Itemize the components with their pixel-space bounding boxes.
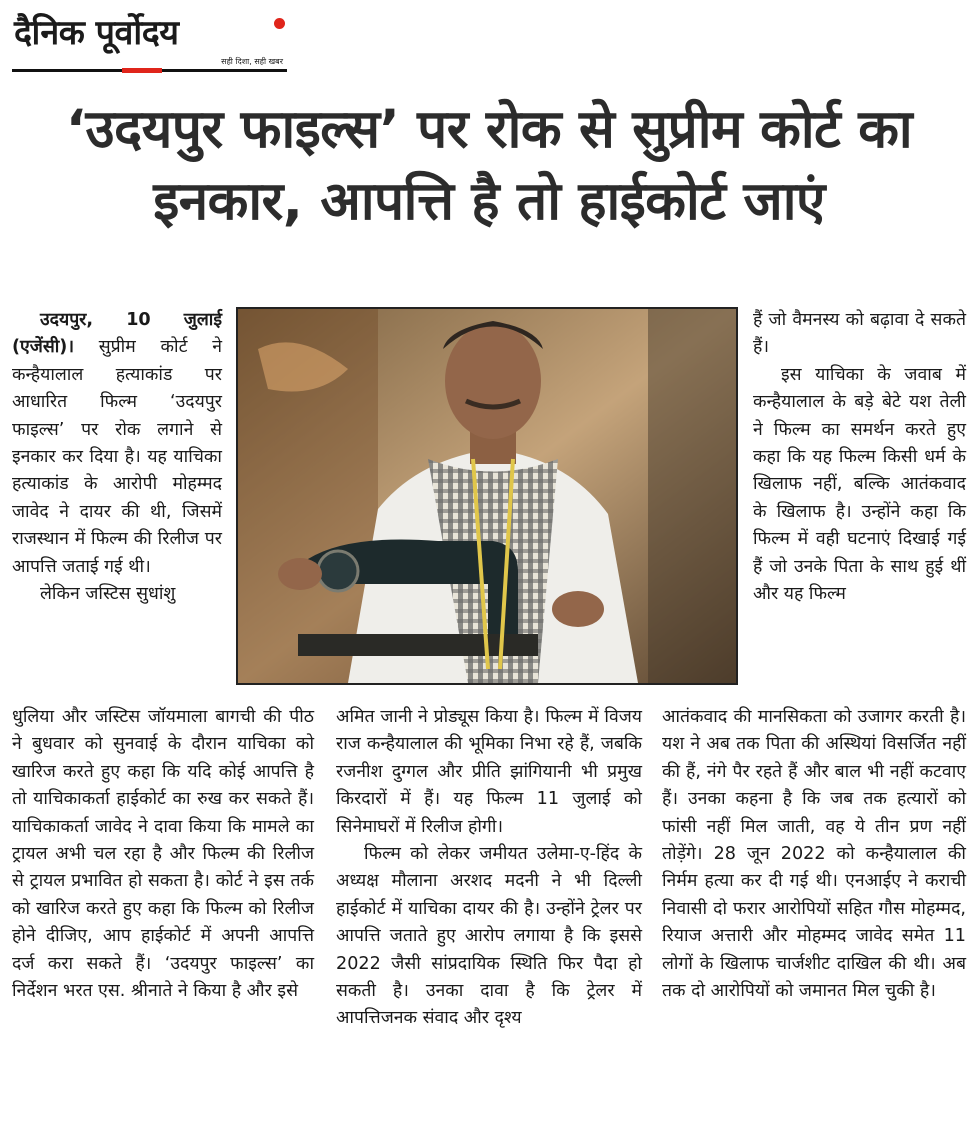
- tagline: सही दिशा, सही खबर: [221, 57, 283, 66]
- newspaper-name: दैनिक पूर्वोदय: [14, 13, 179, 53]
- tailor-sewing-image: [238, 309, 736, 683]
- paragraph: अमित जानी ने प्रोड्यूस किया है। फिल्म में विजय राज कन्हैयालाल की भूमिका निभा रहे हैं, जबकि रजनीश दुग्गल और प्रीति झांगियानी भी प्रमुख किरदारों में हैं। यह फिल्म 11 जुलाई को सिनेमाघरों में रिलीज होगी।: [336, 707, 642, 837]
- headline: ‘उदयपुर फाइल्स’ पर रोक से सुप्रीम कोर्ट का इनकार, आपत्ति है तो हाईकोर्ट जाएं: [65, 99, 913, 232]
- article-photo: [236, 307, 738, 685]
- article-column-2: [336, 704, 642, 1033]
- article-column-3-top: [753, 307, 966, 608]
- article-column-1-top: [12, 307, 222, 608]
- article-column-1-bottom: [12, 704, 314, 1005]
- masthead-accent-rule: [122, 68, 162, 73]
- masthead: [12, 6, 287, 72]
- article-column-3-bottom: [662, 704, 966, 1005]
- logo-dot-icon: [274, 18, 285, 29]
- dateline: उदयपुर, 10 जुलाई (एजेंसी)।: [12, 310, 222, 358]
- paragraph: आतंकवाद की मानसिकता को उजागर करती है। यश ने अब तक पिता की अस्थियां विसर्जित नहीं की हैं, नंगे पैर रहते हैं और बाल भी नहीं कटवाए हैं। उनका कहना है कि जब तक हत्यारों को फांसी नहीं मिल जाती, वह ये तीन प्रण नहीं तोड़ेंगे। 28 जून 2022 को कन्हैयालाल की निर्मम हत्या कर दी गई थी। एनआईए ने कराची निवासी दो फरार आरोपियों सहित गौस मोहम्मद, रियाज अत्तारी और मोहम्मद जावेद समेत 11 लोगों के खिलाफ चार्जशीट दाखिल की थी। अब तक दो आरोपियों को जमानत मिल चुकी है।: [662, 707, 966, 1002]
- paragraph: धुलिया और जस्टिस जॉयमाला बागची की पीठ ने बुधवार को सुनवाई के दौरान याचिका को खारिज करते हुए कहा कि यदि कोई आपत्ति है तो याचिकाकर्ता हाईकोर्ट का रुख कर सकते हैं। याचिकाकर्ता जावेद ने दावा किया कि मामले का ट्रायल अभी चल रहा है और फिल्म की रिलीज से ट्रायल प्रभावित हो सकता है। कोर्ट ने इस तर्क को खारिज करते हुए कहा कि फिल्म को रिलीज होने दीजिए, आप हाईकोर्ट में अपनी आपत्ति दर्ज करा सकते हैं। ‘उदयपुर फाइल्स’ का निर्देशन भरत एस. श्रीनाते ने किया है और इसे: [12, 707, 314, 1002]
- paragraph: लेकिन जस्टिस सुधांशु: [40, 584, 176, 605]
- paragraph: इस याचिका के जवाब में कन्हैयालाल के बड़े बेटे यश तेली ने फिल्म का समर्थन करते हुए कहा कि यह फिल्म किसी धर्म के खिलाफ नहीं, बल्कि आतंकवाद के खिलाफ है। उन्होंने कहा कि फिल्म में वही घटनाएं दिखाई गई हैं जो उनके पिता के साथ हुई थीं और यह फिल्म: [753, 364, 966, 605]
- paragraph: सुप्रीम कोर्ट ने कन्हैयालाल हत्याकांड पर आधारित फिल्म ‘उदयपुर फाइल्स’ पर रोक लगाने से इनकार कर दिया है। यह याचिका हत्याकांड के आरोपी मोहम्मद जावेद ने दायर की थी, जिसमें राजस्थान में फिल्म की रिलीज पर आपत्ति जताई गई थी।: [12, 337, 222, 577]
- paragraph: फिल्म को लेकर जमीयत उलेमा-ए-हिंद के अध्यक्ष मौलाना अरशद मदनी ने भी दिल्ली हाईकोर्ट में याचिका दायर की है। उन्होंने ट्रेलर पर आपत्ति जताते हुए आरोप लगाया है कि इससे 2022 जैसी सांप्रदायिक स्थिति फिर पैदा हो सकती है। उनका दावा है कि ट्रेलर में आपत्तिजनक संवाद और दृश्य: [336, 844, 642, 1029]
- paragraph: हैं जो वैमनस्य को बढ़ावा दे सकते हैं।: [753, 310, 966, 358]
